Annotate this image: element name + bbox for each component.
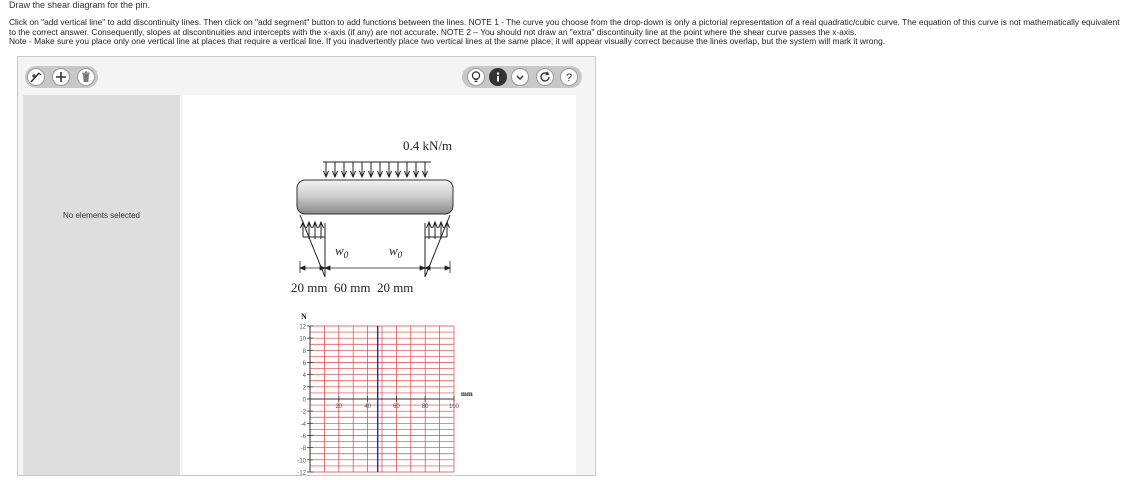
add-segment-button[interactable] (52, 68, 70, 86)
no-selection-text: No elements selected (63, 211, 140, 220)
y-tick-label: 2 (302, 385, 306, 392)
y-tick-label: -10 (297, 458, 306, 465)
toolbar-right-group (462, 66, 582, 88)
add-vertical-line-icon (29, 70, 43, 84)
help-button[interactable] (560, 68, 578, 86)
dimension-label: 20 mm 60 mm 20 mm (291, 280, 414, 295)
question-instructions (9, 18, 1124, 47)
add-vertical-line-button[interactable] (27, 68, 45, 86)
x-tick-label: 100 (448, 404, 460, 410)
y-tick-label: 6 (302, 361, 306, 367)
y-tick-label: 8 (302, 348, 306, 355)
shear-graph-grid (307, 326, 454, 472)
w0-left-label: $w_0$ (335, 243, 349, 260)
y-tick-label: 12 (299, 324, 306, 331)
drawing-canvas[interactable] (183, 95, 576, 475)
reset-button[interactable] (536, 68, 554, 86)
hint-button[interactable] (467, 68, 485, 86)
lightbulb-icon (469, 70, 483, 84)
toolbar-left-group (25, 66, 98, 88)
plus-icon (54, 70, 68, 84)
x-tick-label: 80 (421, 404, 429, 410)
x-tick-label: 40 (364, 404, 371, 410)
y-tick-label: -12 (297, 470, 306, 475)
y-axis-tick-labels (297, 325, 306, 476)
y-tick-label: 4 (302, 373, 306, 380)
x-axis-unit: mm (461, 390, 473, 398)
w0-right-label: $w_0$ (389, 243, 403, 260)
svg-text:?: ? (565, 72, 573, 84)
x-tick-label: 60 (393, 404, 400, 410)
reset-icon (538, 70, 552, 84)
question-icon (562, 70, 576, 84)
y-tick-label: -2 (300, 409, 306, 416)
y-tick-label: -8 (300, 446, 306, 453)
delete-button[interactable] (77, 68, 95, 86)
instruction-text: Click on "add vertical line" to add discontinuity lines. Then click on "add segment" button to add functions between the lines. NOTE 1 - The curve you choose from the drop-down is only a pictorial representation of a real quadratic/cubic curve. The equation of this curve is not mathematically equivalent to the correct answer. Consequently, slopes at discontinuities and intercepts with the x-axis (if any) are not accurate. NOTE 2 – You should not draw an "extra" discontinuity line at the point where the shear curve passes the x-axis. (9, 17, 1120, 37)
x-tick-label: 20 (335, 404, 343, 410)
shear-diagram-widget (17, 56, 596, 476)
more-options-button[interactable] (511, 68, 529, 86)
info-icon (491, 70, 505, 84)
pin-body (297, 180, 453, 214)
y-tick-label: 10 (299, 336, 306, 343)
instruction-note: Note - Make sure you place only one vertical line at places that require a vertical line. If you inadvertently place two vertical lines at the same place, it will appear visually correct because the lines overlap, but the system will mark it wrong. (9, 36, 886, 47)
y-tick-label: -6 (300, 434, 306, 440)
properties-panel (23, 95, 180, 475)
distributed-load-arrows (323, 162, 431, 177)
question-title: Draw the shear diagram for the pin. (9, 0, 151, 10)
y-tick-label: 0 (302, 397, 306, 404)
problem-figure (183, 95, 576, 475)
load-label: 0.4 kN/m (403, 138, 453, 153)
vertical-scrollbar[interactable] (578, 95, 592, 475)
info-button[interactable] (489, 68, 507, 86)
chevron-down-icon (513, 70, 527, 84)
y-axis-unit: N (301, 312, 307, 321)
y-tick-label: -4 (300, 421, 306, 428)
toolbar (18, 57, 595, 95)
trash-icon (79, 70, 93, 84)
